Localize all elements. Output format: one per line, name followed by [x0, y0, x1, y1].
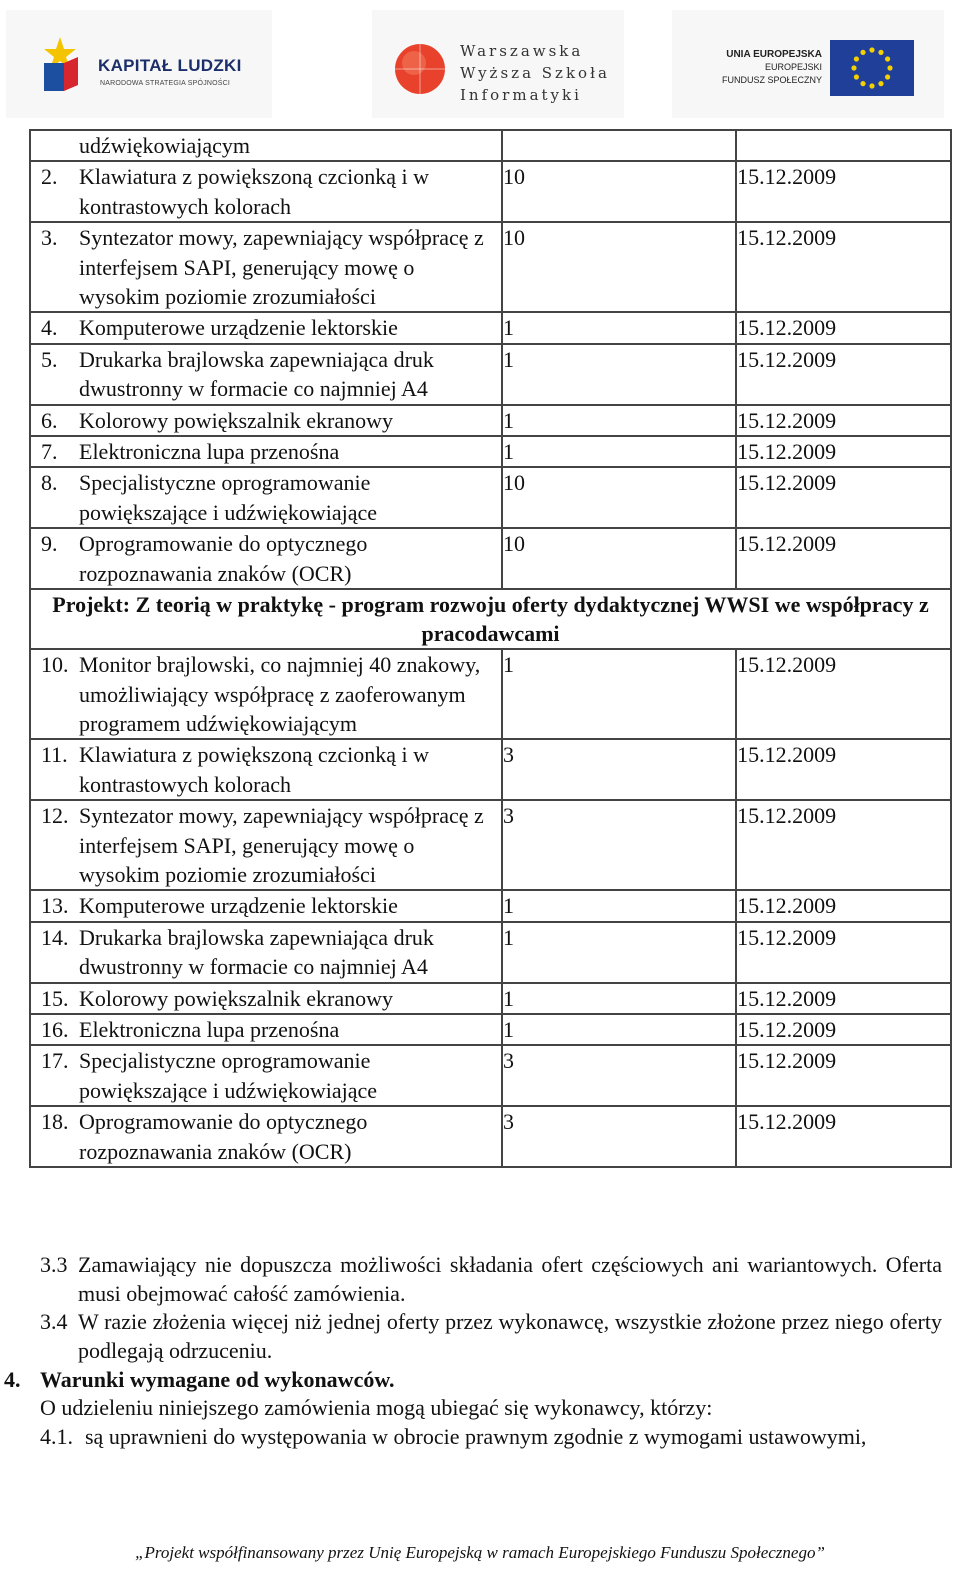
item-name-cell	[30, 130, 502, 161]
item-name-cell	[30, 312, 502, 343]
item-date: 15.12.2009	[736, 983, 951, 1014]
wwsi-line-3: Informatyki	[460, 86, 582, 104]
table-row	[30, 130, 951, 161]
item-name: Specjalistyczne oprogramowanie powiększające i udźwiękowiające	[79, 470, 378, 525]
item-entry	[31, 313, 501, 342]
item-name-cell	[30, 1045, 502, 1106]
item-number: 7.	[41, 439, 58, 465]
table-group-2	[30, 649, 951, 1167]
item-date: 15.12.2009	[736, 405, 951, 436]
item-quantity: 1	[502, 649, 736, 739]
item-date: 15.12.2009	[736, 890, 951, 921]
item-name-cell	[30, 739, 502, 800]
table-group-1	[30, 130, 951, 589]
item-name-cell	[30, 344, 502, 405]
item-name-cell	[30, 436, 502, 467]
item-number: 18.	[41, 1109, 69, 1135]
item-number: 16.	[41, 1016, 69, 1042]
item-entry	[31, 1046, 501, 1105]
item-date: 15.12.2009	[736, 161, 951, 222]
item-name: udźwiękowiającym	[79, 133, 251, 158]
paragraph-3-4-label: 3.4	[40, 1309, 68, 1334]
item-name: Komputerowe urządzenie lektorskie	[79, 893, 398, 919]
eu-line-1: UNIA EUROPEJSKA	[726, 49, 822, 60]
item-name: Monitor brajlowski, co najmniej 40 znakowy, umożliwiający współpracę z zaoferowanym programem udźwiękowiającym	[79, 652, 481, 736]
item-entry	[31, 223, 501, 311]
project-header-row	[30, 589, 951, 649]
item-name: Kolorowy powiększalnik ekranowy	[79, 407, 394, 433]
item-quantity: 10	[502, 222, 736, 312]
item-quantity: 10	[502, 528, 736, 589]
project-header: Projekt: Z teorią w praktykę - program rozwoju oferty dydaktycznej WWSI we współpracy z pracodawcami	[30, 589, 951, 649]
wwsi-name	[460, 40, 610, 106]
equipment-table	[29, 129, 952, 1168]
item-name: Oprogramowanie do optycznego rozpoznawania znaków (OCR)	[79, 1109, 368, 1164]
item-number: 10.	[41, 652, 69, 678]
item-number: 2.	[41, 164, 58, 190]
item-quantity: 1	[502, 312, 736, 343]
item-name: Kolorowy powiększalnik ekranowy	[79, 985, 394, 1011]
table-row	[30, 344, 951, 405]
item-quantity: 10	[502, 161, 736, 222]
item-date: 15.12.2009	[736, 922, 951, 983]
paragraph-3-4-text: W razie złożenia więcej niż jednej oferty przez wykonawcę, wszystkie złożone przez niego oferty podlegają odrzuceniu.	[78, 1309, 942, 1363]
section-4-intro: O udzieleniu niniejszego zamówienia mogą ubiegać się wykonawcy, którzy:	[40, 1395, 713, 1420]
table-row	[30, 1045, 951, 1106]
item-name: Specjalistyczne oprogramowanie powiększające i udźwiękowiające	[79, 1048, 378, 1103]
item-name-cell	[30, 405, 502, 436]
item-entry	[31, 650, 501, 738]
item-entry	[31, 891, 501, 920]
item-date: 15.12.2009	[736, 1014, 951, 1045]
item-entry	[31, 162, 501, 221]
item-entry	[31, 923, 501, 982]
table-row	[30, 222, 951, 312]
item-entry	[31, 740, 501, 799]
footer-note: „Projekt współfinansowany przez Unię Europejską w ramach Europejskiego Funduszu Społecznego”	[135, 1543, 825, 1562]
item-name-cell	[30, 890, 502, 921]
item-quantity: 1	[502, 922, 736, 983]
item-name: Drukarka brajlowska zapewniająca druk dwustronny w formacie co najmniej A4	[79, 346, 434, 402]
item-date: 15.12.2009	[736, 739, 951, 800]
item-name: Drukarka brajlowska zapewniająca druk dwustronny w formacie co najmniej A4	[79, 924, 434, 980]
eu-line-3: FUNDUSZ SPOŁECZNY	[721, 75, 822, 85]
item-date: 15.12.2009	[736, 436, 951, 467]
item-date: 15.12.2009	[736, 1106, 951, 1167]
item-number: 14.	[41, 924, 69, 950]
item-number: 17.	[41, 1048, 69, 1074]
item-name-cell	[30, 1014, 502, 1045]
wwsi-line-1: Warszawska	[460, 42, 584, 60]
paragraph-4-1	[40, 1423, 942, 1452]
paragraph-3-3	[40, 1251, 942, 1309]
item-number: 4.	[41, 315, 58, 341]
item-name-cell	[30, 467, 502, 528]
item-entry	[31, 1015, 501, 1044]
eu-flag-icon	[830, 40, 914, 96]
item-number: 3.	[41, 225, 58, 251]
item-name: Elektroniczna lupa przenośna	[79, 439, 340, 465]
item-quantity: 3	[502, 1106, 736, 1167]
table-row	[30, 467, 951, 528]
table-row	[30, 1106, 951, 1167]
item-quantity	[502, 130, 736, 161]
paragraph-3-4	[40, 1308, 942, 1366]
eu-logo	[672, 10, 944, 118]
item-entry	[31, 437, 501, 466]
paragraph-4-1-label: 4.1.	[40, 1424, 73, 1449]
table-row	[30, 528, 951, 589]
table-row	[30, 1014, 951, 1045]
item-entry	[31, 406, 501, 435]
section-4-heading	[4, 1366, 942, 1395]
item-number: 13.	[41, 893, 69, 919]
table-row	[30, 739, 951, 800]
item-name: Klawiatura z powiększoną czcionką i w kontrastowych kolorach	[79, 164, 430, 219]
item-date: 15.12.2009	[736, 528, 951, 589]
item-date: 15.12.2009	[736, 1045, 951, 1106]
item-name-cell	[30, 1106, 502, 1167]
wwsi-logo	[372, 10, 624, 118]
item-name-cell	[30, 922, 502, 983]
section-4-title: Warunki wymagane od wykonawców.	[40, 1367, 395, 1392]
item-name: Komputerowe urządzenie lektorskie	[79, 315, 398, 341]
wwsi-globe-icon	[394, 43, 446, 95]
item-name: Elektroniczna lupa przenośna	[79, 1016, 340, 1042]
item-number: 12.	[41, 803, 69, 829]
item-name: Syntezator mowy, zapewniający współpracę z interfejsem SAPI, generujący mowę o wysokim poziomie zrozumiałości	[79, 803, 484, 887]
item-entry	[31, 1107, 501, 1166]
table-row	[30, 983, 951, 1014]
item-name-cell	[30, 800, 502, 890]
table-row	[30, 890, 951, 921]
item-entry	[31, 468, 501, 527]
item-entry	[31, 131, 501, 160]
kapital-ludzki-logo	[6, 10, 272, 118]
item-date	[736, 130, 951, 161]
item-name: Oprogramowanie do optycznego rozpoznawania znaków (OCR)	[79, 531, 368, 586]
table-row	[30, 649, 951, 739]
item-date: 15.12.2009	[736, 649, 951, 739]
item-entry	[31, 529, 501, 588]
kapital-ludzki-subtitle: NARODOWA STRATEGIA SPÓJNOŚCI	[100, 80, 231, 87]
eu-line-2: EUROPEJSKI	[764, 62, 822, 72]
paragraph-3-3-text: Zamawiający nie dopuszcza możliwości składania ofert częściowych ani wariantowych. Oferta musi obejmować całość zamówienia.	[78, 1252, 942, 1306]
item-name-cell	[30, 649, 502, 739]
item-name-cell	[30, 222, 502, 312]
kapital-ludzki-star-icon	[38, 35, 82, 93]
item-number: 5.	[41, 346, 58, 372]
table-row	[30, 800, 951, 890]
table-row	[30, 161, 951, 222]
item-quantity: 1	[502, 344, 736, 405]
item-quantity: 3	[502, 739, 736, 800]
item-entry	[31, 345, 501, 404]
eu-text	[706, 48, 822, 87]
table-row	[30, 312, 951, 343]
item-quantity: 10	[502, 467, 736, 528]
item-entry	[31, 801, 501, 889]
project-header-section	[30, 589, 951, 649]
section-4-number: 4.	[4, 1367, 21, 1392]
item-quantity: 1	[502, 983, 736, 1014]
item-number: 9.	[41, 531, 58, 557]
table-row	[30, 436, 951, 467]
item-number: 11.	[41, 742, 68, 768]
item-date: 15.12.2009	[736, 344, 951, 405]
item-name: Klawiatura z powiększoną czcionką i w kontrastowych kolorach	[79, 742, 430, 797]
header-logos	[0, 0, 960, 130]
paragraph-3-3-label: 3.3	[40, 1252, 68, 1277]
kapital-ludzki-title: KAPITAŁ LUDZKI	[98, 56, 242, 75]
item-name: Syntezator mowy, zapewniający współpracę z interfejsem SAPI, generujący mowę o wysokim poziomie zrozumiałości	[79, 225, 484, 310]
item-number: 8.	[41, 470, 58, 496]
paragraph-4-1-text: są uprawnieni do występowania w obrocie prawnym zgodnie z wymogami ustawowymi,	[85, 1424, 867, 1449]
table-row	[30, 405, 951, 436]
item-number: 15.	[41, 985, 69, 1011]
item-name-cell	[30, 983, 502, 1014]
item-number	[41, 131, 79, 160]
item-date: 15.12.2009	[736, 800, 951, 890]
item-quantity: 3	[502, 800, 736, 890]
item-quantity: 1	[502, 405, 736, 436]
item-quantity: 1	[502, 436, 736, 467]
item-quantity: 3	[502, 1045, 736, 1106]
table-row	[30, 922, 951, 983]
item-date: 15.12.2009	[736, 312, 951, 343]
item-name-cell	[30, 161, 502, 222]
wwsi-line-2: Wyższa Szkoła	[460, 64, 610, 82]
item-name-cell	[30, 528, 502, 589]
item-date: 15.12.2009	[736, 467, 951, 528]
item-entry	[31, 984, 501, 1013]
item-number: 6.	[41, 407, 58, 433]
item-date: 15.12.2009	[736, 222, 951, 312]
item-quantity: 1	[502, 1014, 736, 1045]
item-quantity: 1	[502, 890, 736, 921]
